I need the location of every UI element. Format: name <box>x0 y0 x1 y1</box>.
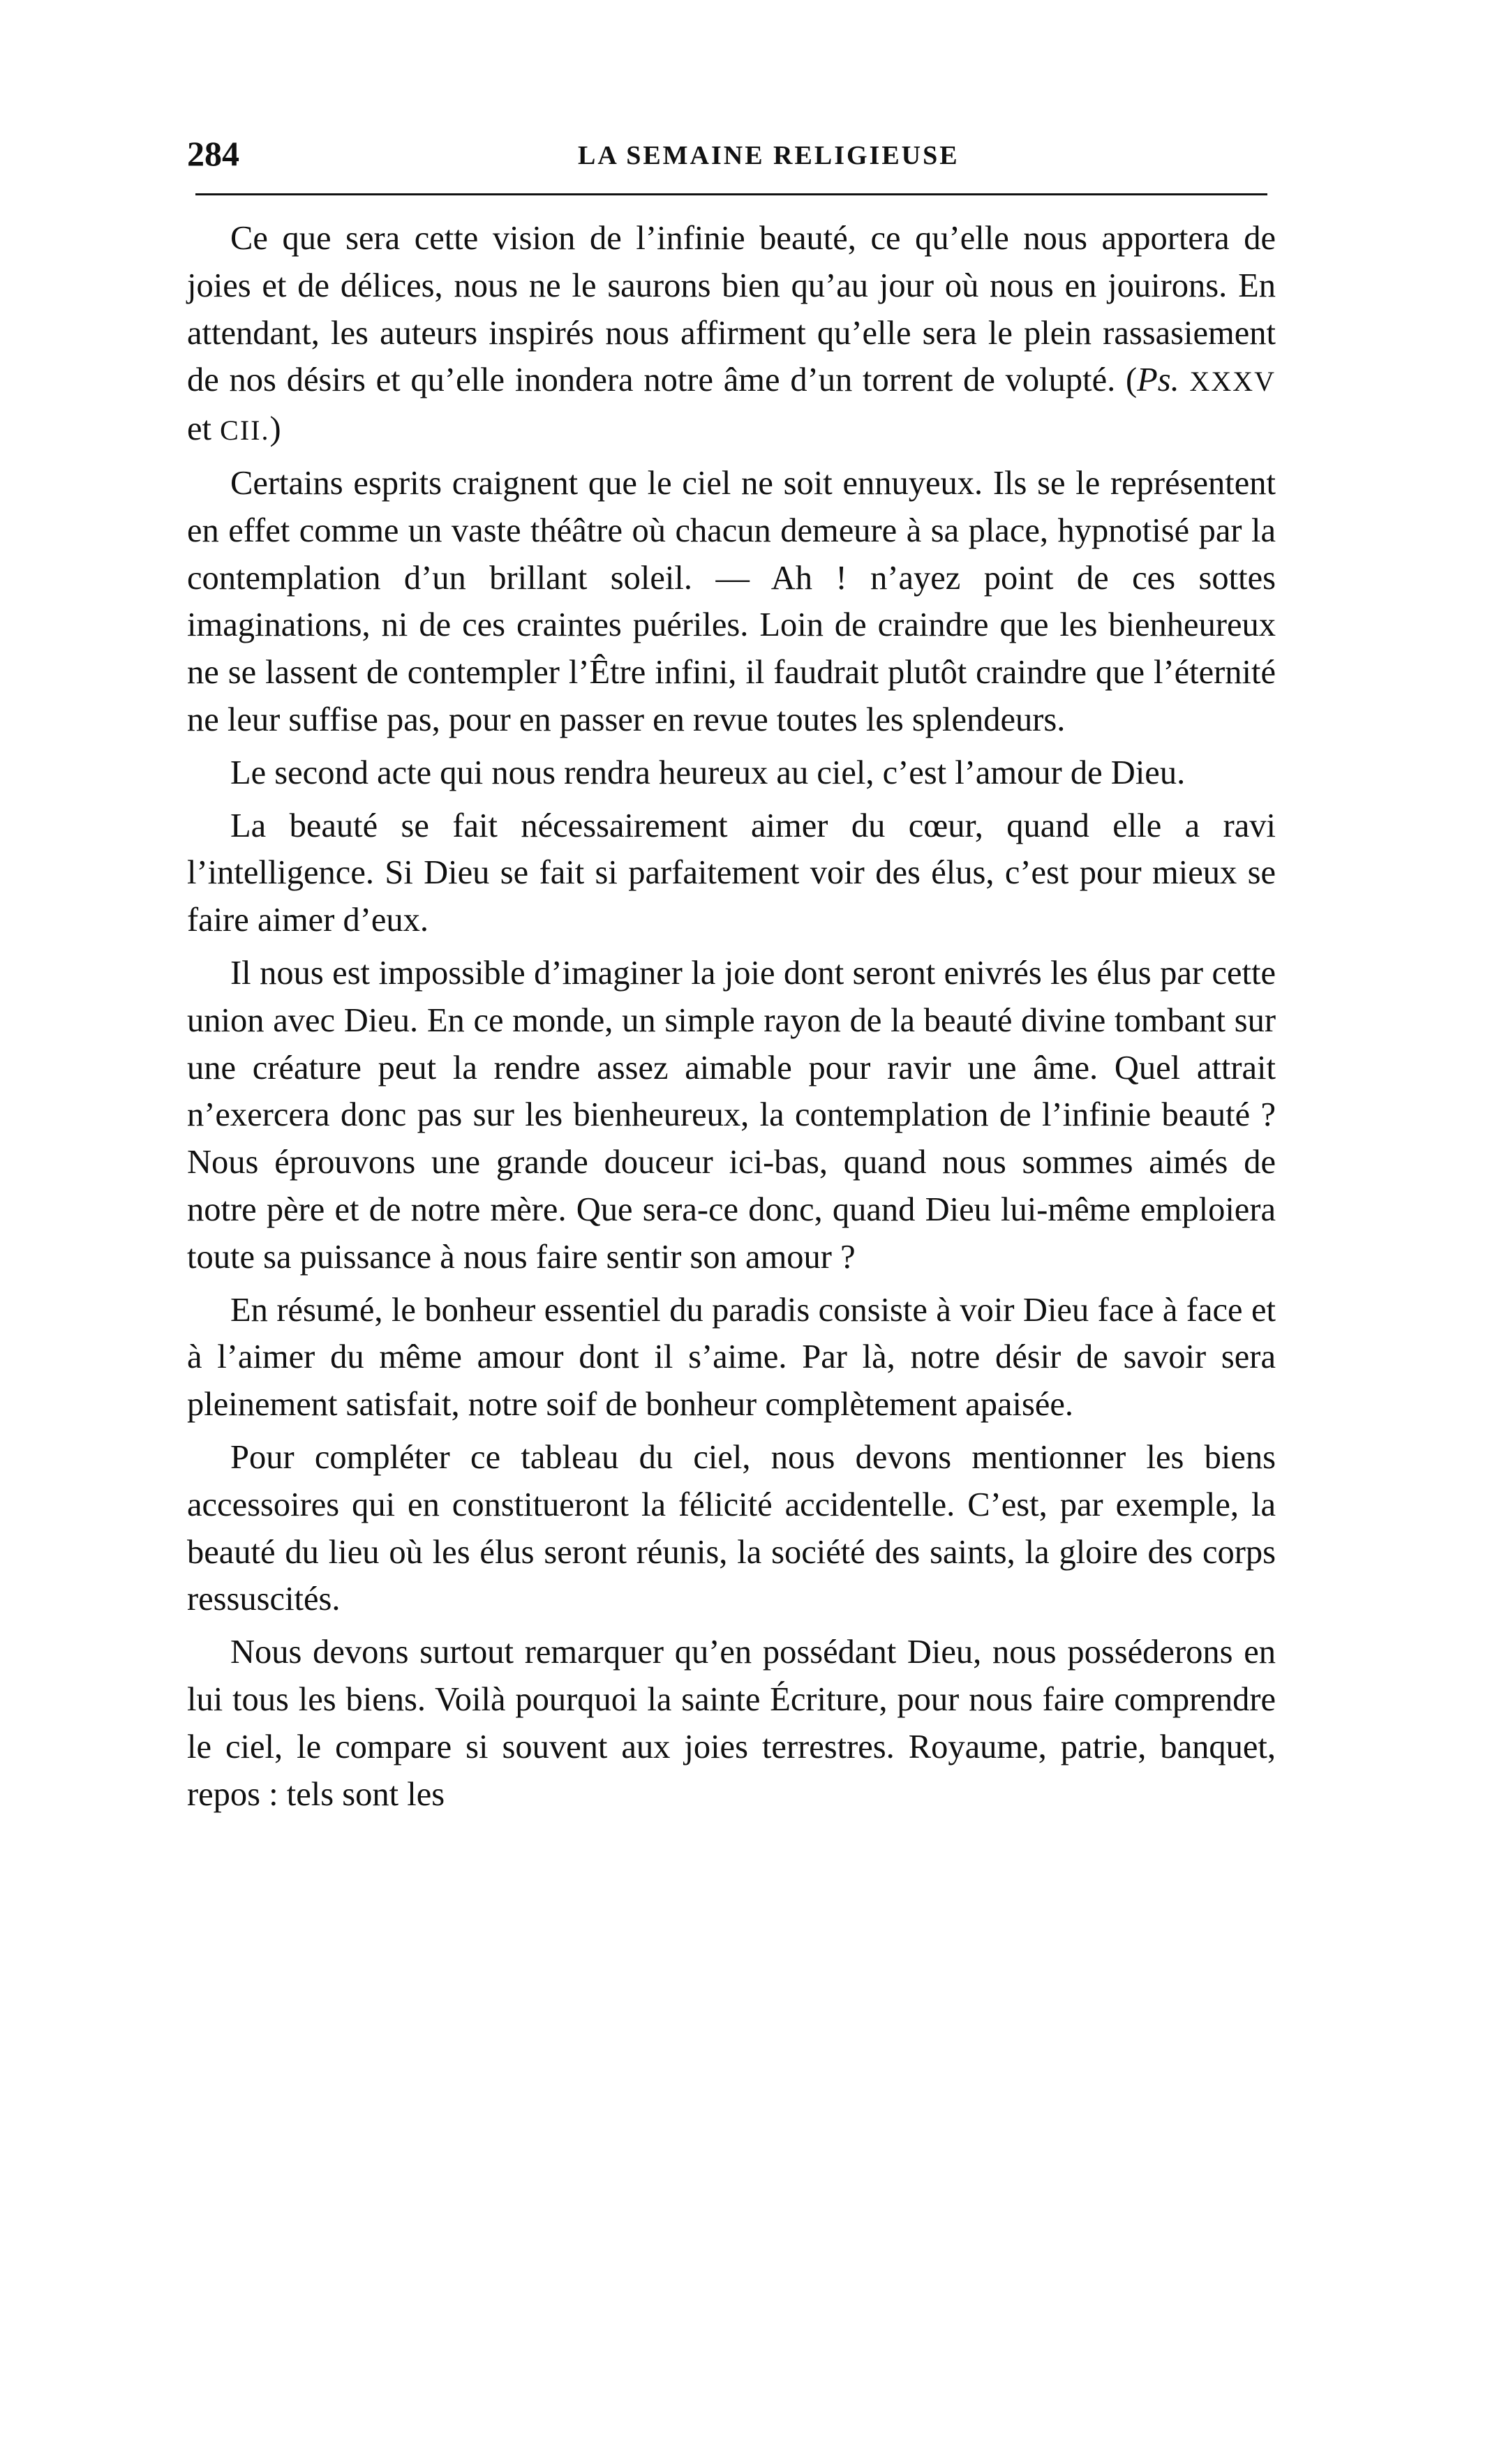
journal-title: LA SEMAINE RELIGIEUSE <box>578 141 960 170</box>
scripture-join: et <box>187 410 221 448</box>
paragraph-8: Nous devons surtout remarquer qu’en possédant Dieu, nous posséderons en lui tous les biens. Voilà pourquoi la sainte Écriture, pour nous faire comprendre le ciel, le compare si souvent aux joies terrestres. Royaume, patrie, banquet, repos : tels sont les <box>187 1634 1276 1813</box>
scripture-close: ) <box>269 410 281 448</box>
paragraph-4: La beauté se fait nécessairement aimer du cœur, quand elle a ravi l’intelligence. Si Dieu se fait si parfaitement voir des élus, c’est pour mieux se faire aimer d’eux. <box>187 807 1276 939</box>
scripture-psalm-number-2: CII. <box>220 415 270 447</box>
scripture-psalm-number: XXXV <box>1179 366 1276 398</box>
paragraph-3: Le second acte qui nous rendra heureux au ciel, c’est l’amour de Dieu. <box>230 754 1186 791</box>
paragraph-2: Certains esprits craignent que le ciel ne soit ennuyeux. Ils se le représentent en effet comme un vaste théâtre où chacun demeure à sa place, hypnotisé par la contemplation d’un brillant soleil. — Ah ! n’ayez point de ces sottes imaginations, ni de ces craintes puériles. Loin de craindre que les bienheureux ne se lassent de contempler l’Être infini, il faudrait plutôt craindre que l’éternité ne leur suffise pas, pour en passer en revue toutes les splendeurs. <box>187 464 1276 738</box>
paragraph-7: Pour compléter ce tableau du ciel, nous devons mentionner les biens accessoires qui en constitueront la félicité accidentelle. C’est, par exemple, la beauté du lieu où les élus seront réunis, la société des saints, la gloire des corps ressuscités. <box>187 1438 1276 1618</box>
text-body <box>187 215 1276 1818</box>
scripture-abbreviation: Ps. <box>1137 361 1179 399</box>
paragraph-6: En résumé, le bonheur essentiel du paradis consiste à voir Dieu face à face et à l’aimer du même amour dont il s’aime. Par là, notre désir de savoir sera pleinement satisfait, notre soif de bonheur complètement apaisée. <box>187 1291 1276 1424</box>
header-rule <box>195 193 1267 195</box>
paragraph-5: Il nous est impossible d’imaginer la joie dont seront enivrés les élus par cette union avec Dieu. En ce monde, un simple rayon de la beauté divine tombant sur une créature peut la rendre assez aimable pour ravir une âme. Quel attrait n’exercera donc pas sur les bienheureux, la contemplation de l’infinie beauté ? Nous éprouvons une grande douceur ici-bas, quand nous sommes aimés de notre père et de notre mère. Que sera-ce donc, quand Dieu lui-même emploiera toute sa puissance à nous faire sentir son amour ? <box>187 954 1276 1276</box>
page-number: 284 <box>187 134 239 173</box>
paragraph-1-text: Ce que sera cette vision de l’infinie beauté, ce qu’elle nous apportera de joies et de délices, nous ne le saurons bien qu’au jour où nous en jouirons. En attendant, les auteurs inspirés nous affirment qu’elle sera le plein rassasiement de nos désirs et qu’elle inondera notre âme d’un torrent de volupté. ( <box>187 220 1276 399</box>
running-head <box>187 133 1262 181</box>
paragraph-1 <box>187 215 1276 454</box>
